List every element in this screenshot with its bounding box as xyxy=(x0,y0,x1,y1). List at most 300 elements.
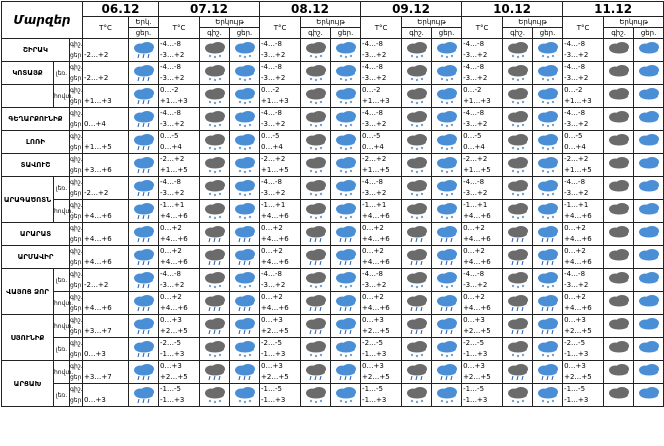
dark-cloud-icon xyxy=(606,41,632,59)
night-label: գիշ. xyxy=(70,340,83,347)
temp-day: -1…+3 xyxy=(463,350,488,358)
weather-cell xyxy=(301,338,331,361)
weather-cell xyxy=(533,315,563,338)
temp-night: -4…-8 xyxy=(463,270,485,278)
temp-night: -4…-8 xyxy=(160,63,181,71)
temp-night: -4…-8 xyxy=(463,178,485,186)
dark-snow-icon xyxy=(505,271,531,289)
temp-cell xyxy=(159,384,200,407)
temp-cell xyxy=(563,39,604,62)
dark-snow-icon xyxy=(404,41,430,59)
temp-cell xyxy=(260,154,301,177)
temp-day: +2…+5 xyxy=(160,327,188,335)
weather-cell xyxy=(432,108,462,131)
temp-cell xyxy=(563,85,604,108)
temp-day: +2…+5 xyxy=(160,373,188,381)
weather-cell xyxy=(432,62,462,85)
cloud-rain-icon xyxy=(131,64,157,82)
dark-snow-icon xyxy=(505,386,531,404)
cloud-icon xyxy=(636,363,662,381)
temp-night: -4…-8 xyxy=(261,109,282,117)
night-label: գիշ. xyxy=(70,87,83,94)
weather-cell xyxy=(604,131,634,154)
region-label: ԳԵՂԱՐՔՈՒՆԻՔ xyxy=(8,115,63,123)
weather-cell xyxy=(331,315,361,338)
temp-day: +2…+5 xyxy=(261,327,289,335)
weather-cell xyxy=(129,39,159,62)
dark-snow-icon xyxy=(404,64,430,82)
weather-cell xyxy=(129,246,159,269)
temp-cell xyxy=(563,338,604,361)
temp-day: -1…+3 xyxy=(160,396,185,404)
period-labels xyxy=(70,246,83,269)
temp-day: -1…+3 xyxy=(261,350,286,358)
dark-snow-icon xyxy=(202,87,228,105)
weather-cell xyxy=(200,269,230,292)
weather-cell xyxy=(230,223,260,246)
temp-day: +4…+6 xyxy=(84,258,112,266)
region-name xyxy=(2,62,54,85)
cloud-rain-icon xyxy=(131,363,157,381)
temp-cell xyxy=(361,384,402,407)
temp-day: +4…+6 xyxy=(362,212,390,220)
day-header: ցեր. xyxy=(129,28,159,39)
temp-night: -4…-8 xyxy=(362,109,384,117)
weather-cell xyxy=(301,246,331,269)
temp-night: -4…-8 xyxy=(362,270,384,278)
weather-cell xyxy=(200,292,230,315)
temp-night: -1…-5 xyxy=(160,385,181,393)
temp-night: -4…-8 xyxy=(463,40,485,48)
weather-cell xyxy=(533,269,563,292)
weather-cell xyxy=(200,384,230,407)
temp-night: 0…+2 xyxy=(564,293,586,301)
temp-night: -4…-8 xyxy=(160,40,181,48)
temp-night: 0…+2 xyxy=(261,224,283,232)
temp-cell xyxy=(462,246,503,269)
weather-cell xyxy=(301,292,331,315)
weather-cell xyxy=(432,269,462,292)
weather-cell xyxy=(634,361,664,384)
dark-snow-icon xyxy=(404,271,430,289)
temp-cell xyxy=(83,85,129,108)
cloud-rain-icon xyxy=(131,110,157,128)
dark-rain-icon xyxy=(505,317,531,335)
cloud-rain-icon xyxy=(131,294,157,312)
temp-day: -3…+2 xyxy=(362,281,387,289)
temp-night: 0…+2 xyxy=(160,293,182,301)
weather-cell xyxy=(604,315,634,338)
cloud-snow-icon xyxy=(535,179,561,197)
weather-cell xyxy=(634,338,664,361)
weather-cell xyxy=(503,223,533,246)
weather-cell xyxy=(129,384,159,407)
day-label: ցեր. xyxy=(70,167,84,174)
dark-rain-icon xyxy=(505,294,531,312)
subregion-name: լեռ. xyxy=(54,269,70,292)
temp-day: -3…+2 xyxy=(564,74,589,82)
dark-cloud-icon xyxy=(606,317,632,335)
dark-snow-icon xyxy=(202,179,228,197)
temp-day: +1…+5 xyxy=(362,166,390,174)
weather-cell xyxy=(200,108,230,131)
dark-cloud-icon xyxy=(606,271,632,289)
temp-day: 0…+4 xyxy=(463,143,485,151)
dark-snow-icon xyxy=(404,87,430,105)
region-name xyxy=(2,39,70,62)
temp-cell xyxy=(563,62,604,85)
cloud-rain-icon xyxy=(131,225,157,243)
period-labels xyxy=(70,315,83,338)
dark-cloud-icon xyxy=(606,202,632,220)
region-label: ՇԻՐԱԿ xyxy=(23,46,48,54)
period-labels xyxy=(70,292,83,315)
temp-day: +1…+3 xyxy=(84,97,112,105)
temp-day: -3…+2 xyxy=(463,51,488,59)
temp-day: -3…+2 xyxy=(261,189,286,197)
temp-day: +1…+3 xyxy=(261,97,289,105)
dark-cloud-icon xyxy=(606,386,632,404)
temp-day: +4…+6 xyxy=(160,304,188,312)
temp-cell xyxy=(462,223,503,246)
temp-day: -2…+2 xyxy=(84,74,109,82)
weather-cell xyxy=(402,154,432,177)
temp-night: 0…+3 xyxy=(160,316,182,324)
temp-day: +1…+5 xyxy=(160,166,188,174)
weather-cell xyxy=(331,131,361,154)
weather-cell xyxy=(129,177,159,200)
dark-rain-icon xyxy=(303,225,329,243)
weather-cell xyxy=(402,361,432,384)
cloud-rain-icon xyxy=(232,294,258,312)
temp-cell xyxy=(563,269,604,292)
subregion-name: հովտ. xyxy=(54,292,70,315)
temp-day: -3…+2 xyxy=(362,74,387,82)
temp-night: 0…-5 xyxy=(564,132,583,140)
day-label: ցեր. xyxy=(70,213,84,220)
temp-night: 0…+2 xyxy=(362,247,384,255)
phenomenon-header: Երկույթ xyxy=(301,17,361,28)
temp-cell xyxy=(462,131,503,154)
temp-day: -2…+2 xyxy=(84,281,109,289)
cloud-icon xyxy=(636,133,662,151)
weather-cell xyxy=(230,315,260,338)
day-header: ցեր. xyxy=(634,28,664,39)
weather-cell xyxy=(402,315,432,338)
weather-cell xyxy=(402,384,432,407)
temp-day: +4…+6 xyxy=(261,304,289,312)
dark-rain-icon xyxy=(202,225,228,243)
weather-cell xyxy=(301,177,331,200)
cloud-snow-icon xyxy=(333,133,359,151)
weather-cell xyxy=(634,154,664,177)
subregion-name: լեռ. xyxy=(54,384,70,407)
weather-cell xyxy=(634,200,664,223)
weather-cell xyxy=(331,177,361,200)
temp-day: +4…+6 xyxy=(160,212,188,220)
temp-cell xyxy=(260,246,301,269)
temp-header: T°C xyxy=(462,17,503,39)
weather-cell xyxy=(503,384,533,407)
weather-cell xyxy=(301,361,331,384)
dark-snow-icon xyxy=(202,202,228,220)
weather-cell xyxy=(533,154,563,177)
temp-cell xyxy=(159,62,200,85)
region-name xyxy=(2,361,54,407)
cloud-rain-icon xyxy=(535,317,561,335)
weather-cell xyxy=(200,62,230,85)
dark-cloud-icon xyxy=(606,363,632,381)
temp-day: 0…+4 xyxy=(261,143,283,151)
dark-rain-icon xyxy=(505,248,531,266)
dark-rain-icon xyxy=(202,248,228,266)
temp-day: +1…+5 xyxy=(261,166,289,174)
night-label: գիշ. xyxy=(70,317,83,324)
temp-cell xyxy=(563,177,604,200)
weather-cell xyxy=(432,384,462,407)
region-name xyxy=(2,85,54,108)
period-labels xyxy=(70,131,83,154)
temp-header: T°C xyxy=(563,17,604,39)
temp-day: -3…+2 xyxy=(261,120,286,128)
dark-snow-icon xyxy=(505,87,531,105)
temp-day: +3…+7 xyxy=(84,327,112,335)
temp-night: -1…+1 xyxy=(463,201,488,209)
night-label: գիշ. xyxy=(70,179,83,186)
weather-cell xyxy=(533,85,563,108)
dark-rain-icon xyxy=(404,317,430,335)
weather-cell xyxy=(129,361,159,384)
weather-cell xyxy=(301,315,331,338)
temp-night: 0…+2 xyxy=(261,293,283,301)
cloud-snow-icon xyxy=(434,156,460,174)
temp-day: +2…+5 xyxy=(564,373,592,381)
dark-rain-icon xyxy=(303,363,329,381)
cloud-icon xyxy=(636,386,662,404)
temp-day: -3…+2 xyxy=(564,51,589,59)
dark-snow-icon xyxy=(404,386,430,404)
night-label: գիշ. xyxy=(70,202,83,209)
temp-day: +2…+5 xyxy=(564,327,592,335)
dark-snow-icon xyxy=(505,156,531,174)
temp-cell xyxy=(361,361,402,384)
dark-cloud-icon xyxy=(606,133,632,151)
temp-day: +1…+5 xyxy=(84,143,112,151)
weather-cell xyxy=(533,39,563,62)
weather-cell xyxy=(432,200,462,223)
weather-cell xyxy=(634,177,664,200)
temp-cell xyxy=(159,292,200,315)
temp-cell xyxy=(462,85,503,108)
temp-night xyxy=(84,338,128,349)
table-row xyxy=(2,246,664,269)
cloud-rain-icon xyxy=(535,363,561,381)
date-header: 09.12 xyxy=(361,2,462,17)
temp-day: +2…+5 xyxy=(261,373,289,381)
temp-cell xyxy=(83,223,129,246)
temp-night xyxy=(84,39,128,50)
temp-cell xyxy=(260,384,301,407)
day-label: ցեր. xyxy=(70,144,84,151)
temp-night: -1…-5 xyxy=(362,385,384,393)
temp-night: 0…+3 xyxy=(261,362,283,370)
cloud-rain-icon xyxy=(232,363,258,381)
temp-night xyxy=(84,154,128,165)
temp-night: -2…+2 xyxy=(160,155,185,163)
temp-day: -1…+3 xyxy=(362,350,387,358)
temp-cell xyxy=(462,177,503,200)
temp-cell xyxy=(361,269,402,292)
weather-cell xyxy=(604,85,634,108)
cloud-rain-icon xyxy=(434,317,460,335)
temp-night: -4…-8 xyxy=(261,40,282,48)
temp-cell xyxy=(83,292,129,315)
temp-night: -4…-8 xyxy=(160,109,181,117)
temp-cell xyxy=(159,223,200,246)
day-header: ցեր. xyxy=(533,28,563,39)
temp-night xyxy=(84,292,128,303)
weather-cell xyxy=(301,200,331,223)
temp-cell xyxy=(563,315,604,338)
cloud-rain-icon xyxy=(333,294,359,312)
weather-cell xyxy=(533,384,563,407)
temp-header: T°C xyxy=(83,17,129,39)
weather-cell xyxy=(634,246,664,269)
weather-cell xyxy=(432,338,462,361)
cloud-rain-icon xyxy=(131,317,157,335)
weather-cell xyxy=(200,131,230,154)
weather-cell xyxy=(432,85,462,108)
temp-night: -1…+1 xyxy=(261,201,286,209)
cloud-snow-icon xyxy=(232,110,258,128)
weather-cell xyxy=(200,223,230,246)
temp-day: 0…+4 xyxy=(564,143,586,151)
cloud-snow-icon xyxy=(535,156,561,174)
temp-day: -3…+2 xyxy=(160,120,185,128)
cloud-rain-icon xyxy=(131,87,157,105)
temp-night: 0…-2 xyxy=(160,86,179,94)
weather-cell xyxy=(402,131,432,154)
temp-cell xyxy=(83,361,129,384)
temp-day: +2…+5 xyxy=(463,373,491,381)
temp-night: -1…-5 xyxy=(564,385,586,393)
weather-cell xyxy=(301,39,331,62)
temp-day: +4…+6 xyxy=(463,258,491,266)
subregion-name: հովտ. xyxy=(54,361,70,384)
dark-snow-icon xyxy=(303,87,329,105)
period-labels xyxy=(70,361,83,384)
temp-night: 0…-5 xyxy=(261,132,280,140)
dark-cloud-icon xyxy=(606,87,632,105)
temp-night: 0…+3 xyxy=(362,316,384,324)
temp-night: 0…+2 xyxy=(564,247,586,255)
table-row xyxy=(2,39,664,62)
dark-rain-icon xyxy=(404,363,430,381)
temp-night: 0…+2 xyxy=(362,293,384,301)
weather-cell xyxy=(129,292,159,315)
temp-day: +4…+6 xyxy=(84,235,112,243)
temp-day: 0…+4 xyxy=(362,143,384,151)
weather-cell xyxy=(604,361,634,384)
dark-cloud-icon xyxy=(606,248,632,266)
weather-cell xyxy=(503,39,533,62)
cloud-rain-icon xyxy=(131,179,157,197)
temp-day: +4…+6 xyxy=(261,258,289,266)
cloud-rain-icon xyxy=(333,225,359,243)
temp-night: -4…-8 xyxy=(564,270,586,278)
temp-day: -1…+3 xyxy=(261,396,286,404)
temp-cell xyxy=(462,315,503,338)
temp-day: +2…+5 xyxy=(362,373,390,381)
temp-cell xyxy=(563,361,604,384)
weather-cell xyxy=(604,154,634,177)
cloud-snow-icon xyxy=(333,156,359,174)
weather-cell xyxy=(331,246,361,269)
temp-night: 0…+2 xyxy=(463,247,485,255)
night-label: գիշ. xyxy=(70,110,83,117)
weather-cell xyxy=(533,361,563,384)
day-label: ցեր. xyxy=(70,98,84,105)
weather-cell xyxy=(230,269,260,292)
night-label: գիշ. xyxy=(70,386,83,393)
weather-cell xyxy=(331,200,361,223)
period-labels xyxy=(70,338,83,361)
temp-night: -4…-8 xyxy=(564,40,586,48)
temp-night: 0…-2 xyxy=(362,86,381,94)
weather-cell xyxy=(634,108,664,131)
temp-night: -1…-5 xyxy=(261,385,282,393)
temp-cell xyxy=(83,269,129,292)
phenomenon-header: Երկույթ xyxy=(200,17,260,28)
temp-cell xyxy=(260,177,301,200)
temp-night: -2…+2 xyxy=(362,155,387,163)
region-label: ԱՐԱԳԱԾՈՏՆ xyxy=(3,195,52,204)
temp-day: -1…+3 xyxy=(362,396,387,404)
day-label: ցեր. xyxy=(70,305,84,312)
dark-rain-icon xyxy=(202,317,228,335)
region-name xyxy=(2,108,70,131)
cloud-icon xyxy=(636,87,662,105)
temp-night xyxy=(84,200,128,211)
weather-cell xyxy=(503,315,533,338)
weather-cell xyxy=(331,292,361,315)
temp-cell xyxy=(563,131,604,154)
cloud-snow-icon xyxy=(434,87,460,105)
weather-cell xyxy=(230,292,260,315)
region-name xyxy=(2,315,54,361)
weather-cell xyxy=(503,154,533,177)
cloud-snow-icon xyxy=(535,386,561,404)
temp-cell xyxy=(361,223,402,246)
temp-night xyxy=(84,177,128,188)
temp-night: 0…-2 xyxy=(261,86,280,94)
weather-cell xyxy=(432,315,462,338)
day-header: ցեր. xyxy=(331,28,361,39)
dark-rain-icon xyxy=(202,294,228,312)
weather-cell xyxy=(200,154,230,177)
phenomenon-header: Երկույթ xyxy=(402,17,462,28)
temp-night: 0…-5 xyxy=(362,132,381,140)
period-labels xyxy=(70,154,83,177)
weather-cell xyxy=(533,108,563,131)
weather-cell xyxy=(301,223,331,246)
weather-cell xyxy=(432,292,462,315)
temp-day: +1…+3 xyxy=(160,97,188,105)
subregion-name: լեռ. xyxy=(54,338,70,361)
weather-cell xyxy=(129,108,159,131)
cloud-snow-icon xyxy=(232,386,258,404)
temp-day: -3…+2 xyxy=(261,281,286,289)
